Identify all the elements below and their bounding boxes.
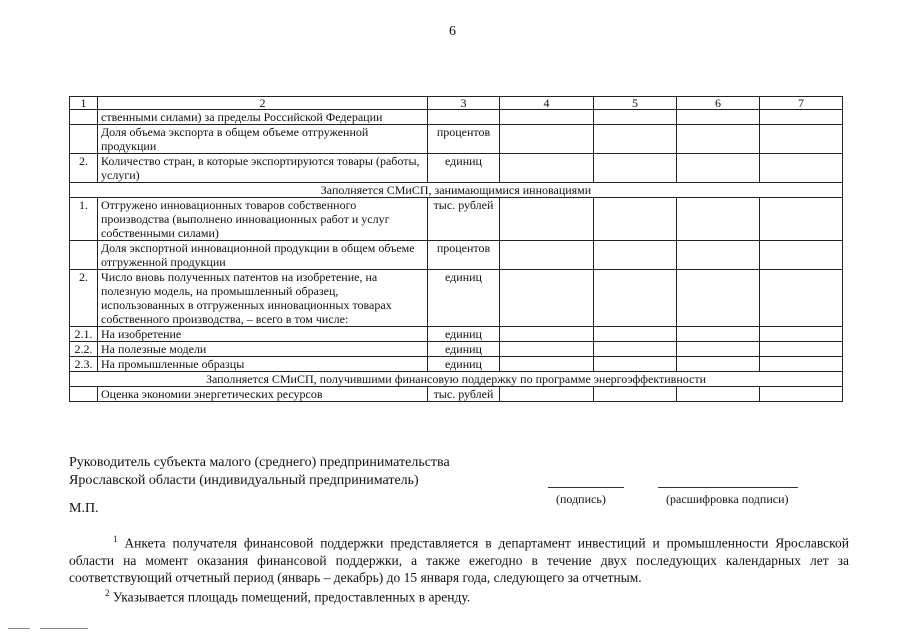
signature-title-line2: Ярославской области (индивидуальный предприниматель) xyxy=(69,473,419,488)
value-cell[interactable] xyxy=(760,270,843,327)
value-cell[interactable] xyxy=(760,357,843,372)
value-cell[interactable] xyxy=(500,327,594,342)
page-number: 6 xyxy=(449,24,456,39)
indicator-name: На полезные модели xyxy=(98,342,428,357)
row-number xyxy=(70,110,98,125)
value-cell[interactable] xyxy=(677,241,760,270)
indicator-name: На промышленные образцы xyxy=(98,357,428,372)
signature-caption: (подпись) xyxy=(556,492,606,506)
table-row xyxy=(70,154,843,183)
unit-of-measure: единиц xyxy=(428,342,500,357)
value-cell[interactable] xyxy=(500,125,594,154)
table-header-row xyxy=(70,97,843,110)
table-row xyxy=(70,387,843,402)
footnote-1 xyxy=(69,531,849,586)
section-title: Заполняется СМиСП, занимающимися инновациями xyxy=(70,183,843,198)
page-edge-rule xyxy=(8,628,30,629)
page-edge-rule xyxy=(40,628,88,629)
section-header-row xyxy=(70,372,843,387)
table-row xyxy=(70,110,843,125)
unit-of-measure: процентов xyxy=(428,125,500,154)
column-header: 7 xyxy=(760,97,843,110)
indicators-table xyxy=(69,96,843,402)
value-cell[interactable] xyxy=(760,241,843,270)
footnote-1-text: Анкета получателя финансовой поддержки представляется в департамент инвестиций и промышленности Ярославской области на момент оказания финансовой поддержки, а также ежегодно в течение двух последующих календарных лет за соответствующий отчетный период (январь – декабрь) до 15 января года, следующего за отчетным. xyxy=(69,535,849,585)
indicator-name: Количество стран, в которые экспортируются товары (работы, услуги) xyxy=(98,154,428,183)
unit-of-measure: процентов xyxy=(428,241,500,270)
table-row xyxy=(70,241,843,270)
value-cell[interactable] xyxy=(677,154,760,183)
value-cell[interactable] xyxy=(677,125,760,154)
value-cell[interactable] xyxy=(500,342,594,357)
value-cell[interactable] xyxy=(677,198,760,241)
value-cell[interactable] xyxy=(677,342,760,357)
row-number xyxy=(70,241,98,270)
row-number: 2.3. xyxy=(70,357,98,372)
unit-of-measure: единиц xyxy=(428,270,500,327)
row-number xyxy=(70,125,98,154)
table-row xyxy=(70,357,843,372)
indicator-name: Оценка экономии энергетических ресурсов xyxy=(98,387,428,402)
value-cell[interactable] xyxy=(500,110,594,125)
signature-title-line1: Руководитель субъекта малого (среднего) предпринимательства xyxy=(69,455,450,470)
decode-signature-line xyxy=(658,487,798,488)
stamp-place: М.П. xyxy=(69,501,99,516)
table-row xyxy=(70,125,843,154)
column-header: 5 xyxy=(594,97,677,110)
value-cell[interactable] xyxy=(594,110,677,125)
unit-of-measure: единиц xyxy=(428,154,500,183)
section-title: Заполняется СМиСП, получившими финансовую поддержку по программе энергоэффективности xyxy=(70,372,843,387)
indicator-name: Отгружено инновационных товаров собственного производства (выполнено инновационных работ и услуг собственными силами) xyxy=(98,198,428,241)
indicator-name: ственными силами) за пределы Российской Федерации xyxy=(98,110,428,125)
value-cell[interactable] xyxy=(500,241,594,270)
indicator-name: Число вновь полученных патентов на изобретение, на полезную модель, на промышленный образец, использованных в отгруженных инновационных товарах собственного производства, – всего в том числе: xyxy=(98,270,428,327)
footnote-2 xyxy=(69,585,849,606)
value-cell[interactable] xyxy=(594,154,677,183)
column-header: 3 xyxy=(428,97,500,110)
unit-of-measure: единиц xyxy=(428,357,500,372)
footnote-2-mark: 2 xyxy=(105,588,110,598)
row-number: 2.2. xyxy=(70,342,98,357)
decode-signature-caption: (расшифровка подписи) xyxy=(666,492,789,506)
indicator-name: Доля объема экспорта в общем объеме отгруженной продукции xyxy=(98,125,428,154)
value-cell[interactable] xyxy=(500,387,594,402)
value-cell[interactable] xyxy=(677,327,760,342)
value-cell[interactable] xyxy=(594,342,677,357)
value-cell[interactable] xyxy=(500,154,594,183)
value-cell[interactable] xyxy=(760,198,843,241)
indicator-name: Доля экспортной инновационной продукции в общем объеме отгруженной продукции xyxy=(98,241,428,270)
value-cell[interactable] xyxy=(760,110,843,125)
value-cell[interactable] xyxy=(500,357,594,372)
value-cell[interactable] xyxy=(594,125,677,154)
value-cell[interactable] xyxy=(500,198,594,241)
table-row xyxy=(70,270,843,327)
unit-of-measure xyxy=(428,110,500,125)
unit-of-measure: единиц xyxy=(428,327,500,342)
value-cell[interactable] xyxy=(594,270,677,327)
row-number: 1. xyxy=(70,198,98,241)
value-cell[interactable] xyxy=(677,270,760,327)
footnote-2-text: Указывается площадь помещений, предоставленных в аренду. xyxy=(112,589,471,605)
value-cell[interactable] xyxy=(594,327,677,342)
value-cell[interactable] xyxy=(594,241,677,270)
value-cell[interactable] xyxy=(677,357,760,372)
value-cell[interactable] xyxy=(760,154,843,183)
section-header-row xyxy=(70,183,843,198)
unit-of-measure: тыс. рублей xyxy=(428,198,500,241)
table-row xyxy=(70,198,843,241)
value-cell[interactable] xyxy=(500,270,594,327)
row-number: 2. xyxy=(70,154,98,183)
row-number xyxy=(70,387,98,402)
indicator-name: На изобретение xyxy=(98,327,428,342)
column-header: 2 xyxy=(98,97,428,110)
value-cell[interactable] xyxy=(677,387,760,402)
value-cell[interactable] xyxy=(760,125,843,154)
footnote-1-mark: 1 xyxy=(113,534,118,544)
value-cell[interactable] xyxy=(677,110,760,125)
table-row xyxy=(70,327,843,342)
column-header: 4 xyxy=(500,97,594,110)
column-header: 1 xyxy=(70,97,98,110)
unit-of-measure: тыс. рублей xyxy=(428,387,500,402)
signature-line xyxy=(548,487,624,488)
row-number: 2. xyxy=(70,270,98,327)
value-cell[interactable] xyxy=(594,198,677,241)
value-cell[interactable] xyxy=(594,387,677,402)
value-cell[interactable] xyxy=(760,387,843,402)
value-cell[interactable] xyxy=(760,342,843,357)
value-cell[interactable] xyxy=(760,327,843,342)
value-cell[interactable] xyxy=(594,357,677,372)
column-header: 6 xyxy=(677,97,760,110)
table-row xyxy=(70,342,843,357)
row-number: 2.1. xyxy=(70,327,98,342)
